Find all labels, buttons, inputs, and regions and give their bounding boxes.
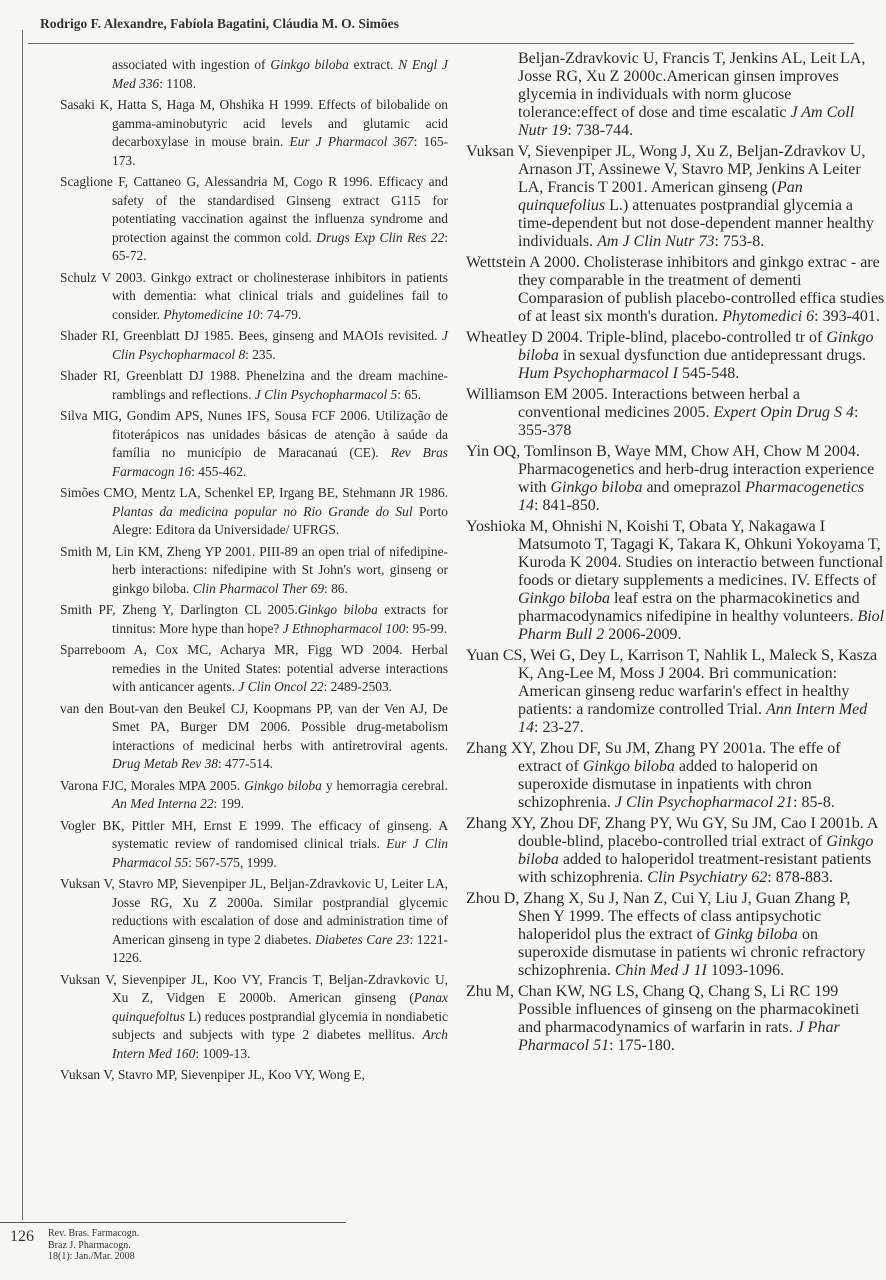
reference-text: : 23-27. bbox=[534, 719, 584, 736]
footer-rule bbox=[36, 1222, 346, 1223]
reference-text: : 199. bbox=[213, 796, 245, 811]
reference-text: Yoshioka M, Ohnishi N, Koishi T, Obata Y, Nakagawa I Matsumoto T, Tagagi K, Takara K, Ohkuni Yokoyama T, Kuroda K 2004. Studies on interactio between functional foods or dietary supplements a medicines. IV. Effects of bbox=[466, 518, 884, 589]
reference-text: : 95-99. bbox=[405, 620, 448, 636]
reference-text: : 2489-2503. bbox=[323, 679, 393, 694]
reference-text: leaf estra on the pharmacokinetics and pharmacodynamics nifedipine in healthy volunteers. bbox=[518, 590, 860, 625]
reference-text: Simões CMO, Mentz LA, Schenkel EP, Irgang BE, Stehmann JR 1986. bbox=[60, 485, 448, 500]
reference-text: Vogler BK, Pittler MH, Ernst E 1999. The efficacy of ginseng. A systematic review of randomised clinical trials. bbox=[60, 817, 448, 851]
journal-line: Braz J. Pharmacogn. bbox=[48, 1239, 131, 1251]
reference-entry bbox=[60, 641, 448, 697]
reference-text: Smith PF, Zheng Y, Darlington CL 2005. bbox=[60, 602, 298, 617]
reference-text: : 65. bbox=[397, 386, 422, 402]
reference-text: : 477-514. bbox=[217, 756, 274, 771]
reference-text: extract. bbox=[348, 57, 399, 72]
reference-text: Vuksan V, Sievenpiper JL, Wong J, Xu Z, Beljan-Zdravkov U, Arnason JT, Assinewe V, Stavro MP, Jenkins A Leiter LA, Francis T 2001. American ginseng ( bbox=[466, 143, 866, 196]
reference-text: and omeprazol bbox=[642, 479, 746, 496]
reference-text: Schulz V 2003. Ginkgo extract or cholinesterase inhibitors in patients with dementia: what clinical trials and guidelines fail to consider. bbox=[60, 269, 448, 322]
reference-text: Yuan CS, Wei G, Dey L, Karrison T, Nahlik L, Maleck S, Kasza K, Ang-Lee M, Moss J 2004. Bri communication: American ginseng reduc warfarin's effect in healthy patients: a randomize controlled Trial. bbox=[466, 647, 878, 718]
reference-italic-text: Chin Med J 1I bbox=[614, 962, 707, 979]
reference-entry bbox=[60, 543, 448, 599]
reference-entry bbox=[60, 1066, 448, 1085]
reference-text: added to haloperidol treatment-resistant patients with schizophrenia. bbox=[518, 851, 872, 886]
reference-italic-text: An Med Interna 22 bbox=[112, 796, 214, 811]
reference-entry bbox=[466, 386, 886, 440]
reference-text: Williamson EM 2005. Interactions between herbal a conventional medicines 2005. bbox=[466, 386, 800, 421]
reference-text: y hemorragia cerebral. bbox=[321, 777, 448, 793]
reference-entry bbox=[466, 254, 886, 326]
reference-entry bbox=[466, 815, 886, 887]
reference-text: Porto Alegre: Editora da Universidade/ UFRGS. bbox=[112, 503, 448, 537]
reference-text: : 235. bbox=[245, 346, 276, 362]
reference-text: : 455-462. bbox=[191, 463, 247, 479]
reference-entry bbox=[60, 875, 448, 968]
reference-text: : 753-8. bbox=[714, 233, 765, 250]
reference-italic-text: J Clin Psychopharmacol 5 bbox=[254, 386, 398, 402]
reference-text: in sexual dysfunction due antidepressant drugs. bbox=[558, 347, 866, 364]
reference-entry bbox=[60, 601, 448, 638]
reference-text: L.) attenuates postprandial glycemia a time-dependent but not dose-dependent manner healthy individuals. bbox=[518, 197, 874, 250]
reference-entry bbox=[60, 407, 448, 481]
reference-text: associated with ingestion of bbox=[112, 57, 271, 72]
reference-text: 1093-1096. bbox=[706, 962, 785, 979]
reference-italic-text: Drugs Exp Clin Res 22 bbox=[316, 229, 445, 245]
running-header: Rodrigo F. Alexandre, Fabíola Bagatini, Cláudia M. O. Simões bbox=[40, 16, 399, 31]
reference-column-left bbox=[60, 56, 448, 1088]
reference-text: : 74-79. bbox=[259, 306, 302, 322]
journal-line: Rev. Bras. Farmacogn. bbox=[48, 1228, 140, 1239]
reference-text: Zhang XY, Zhou DF, Su JM, Zhang PY 2001a. The effe of extract of bbox=[466, 740, 841, 775]
reference-italic-text: Phytomedicine 10 bbox=[163, 306, 260, 322]
reference-text: : 86. bbox=[324, 580, 348, 596]
reference-text: Sasaki K, Hatta S, Haga M, Ohshika H 1999. Effects of bilobalide on gamma-aminobutyric acid levels and glutamic acid decarboxylase in mouse brain. bbox=[60, 97, 448, 149]
reference-text: Zhu M, Chan KW, NG LS, Chang Q, Chang S, Li RC 199 Possible influences of ginseng on the pharmacokineti and pharmacodynamics of warfarin in rats. bbox=[466, 983, 860, 1036]
reference-italic-text: J Am Coll Nutr 19 bbox=[518, 104, 855, 139]
reference-entry bbox=[466, 143, 886, 251]
reference-text: van den Bout-van den Beukel CJ, Koopmans PP, van der Ven AJ, De Smet PA, Burger DM 2006. Possible drug-metabolism interactions of medicinal herbs with antiretroviral agents. bbox=[60, 700, 448, 753]
reference-text: : 165-173. bbox=[112, 134, 449, 168]
reference-italic-text: Hum Psychopharmacol I bbox=[518, 365, 678, 382]
reference-italic-text: J Clin Psychopharmacol 21 bbox=[614, 794, 794, 811]
reference-entry bbox=[466, 647, 886, 737]
reference-text: Smith M, Lin KM, Zheng YP 2001. PIII-89 an open trial of nifedipine-herb interactions: nifedipine with St John's wort, ginseng or ginkgo biloba. bbox=[60, 543, 448, 596]
reference-italic-text: Plantas da medicina popular no Rio Grande do Sul bbox=[112, 503, 413, 519]
reference-entry bbox=[60, 367, 448, 404]
reference-entry bbox=[466, 890, 886, 980]
reference-text: : 1009-13. bbox=[195, 1045, 251, 1061]
reference-italic-text: Eur J Clin Pharmacol 55 bbox=[112, 836, 448, 870]
reference-text: Vuksan V, Stavro MP, Sievenpiper JL, Koo VY, Wong E, bbox=[60, 1067, 365, 1082]
reference-entry bbox=[60, 327, 448, 364]
reference-italic-text: Expert Opin Drug S 4 bbox=[713, 404, 854, 421]
reference-italic-text: Ginkgo biloba bbox=[518, 329, 874, 364]
reference-text: Beljan-Zdravkovic U, Francis T, Jenkins AL, Leit LA, Josse RG, Xu Z 2000c.American ginsen improves glycemia in individuals with norm glucose tolerance:effect of dose and time escalatic bbox=[518, 50, 866, 121]
reference-text: Scaglione F, Cattaneo G, Alessandria M, Cogo R 1996. Efficacy and safety of the standardised Ginseng extract G115 for potentiating vaccination against the influenza syndrome and protection against the common cold. bbox=[60, 174, 448, 245]
reference-entry bbox=[60, 700, 448, 774]
reference-italic-text: Ann Intern Med 14 bbox=[518, 701, 868, 736]
reference-text: Yin OQ, Tomlinson B, Waye MM, Chow AH, Chow M 2004. Pharmacogenetics and herb-drug interaction experience with bbox=[466, 443, 875, 496]
reference-entry bbox=[60, 173, 448, 266]
reference-text: Vuksan V, Stavro MP, Sievenpiper JL, Beljan-Zdravkovic U, Leiter LA, Josse RG, Xu Z 2000a. Similar postprandial glycemic reductions with escalation of dose and administration time of American ginseng in type 2 diabetes. bbox=[60, 876, 448, 947]
reference-italic-text: Arch Intern Med 160 bbox=[112, 1027, 448, 1061]
reference-text: : 1221-1226. bbox=[112, 931, 448, 965]
reference-entry bbox=[60, 777, 448, 814]
reference-entry bbox=[60, 817, 448, 873]
reference-text: : 65-72. bbox=[112, 229, 449, 263]
reference-entry bbox=[60, 56, 448, 93]
reference-italic-text: J Ethnopharmacol 100 bbox=[282, 620, 406, 636]
reference-text: L) reduces postprandial glycemia in nondiabetic subjects and subjects with type 2 diabetes mellitus. bbox=[112, 1008, 448, 1042]
reference-text: 2006-2009. bbox=[604, 626, 682, 643]
page-number: 126 bbox=[10, 1228, 34, 1245]
reference-entry bbox=[60, 269, 448, 325]
reference-column-right bbox=[466, 50, 886, 1055]
reference-entry bbox=[466, 983, 886, 1055]
reference-entry bbox=[60, 484, 448, 540]
reference-italic-text: Clin Pharmacol Ther 69 bbox=[192, 580, 325, 596]
reference-italic-text: Ginkg biloba bbox=[713, 926, 798, 943]
reference-text: extracts for tinnitus: More hype than hope? bbox=[112, 602, 448, 636]
reference-text: : 567-575, 1999. bbox=[188, 854, 277, 870]
reference-italic-text: Panax quinquefoltus bbox=[112, 990, 448, 1024]
reference-text: : 738-744. bbox=[567, 122, 634, 139]
journal-citation bbox=[48, 1228, 139, 1263]
reference-text: Shader RI, Greenblatt DJ 1985. Bees, ginseng and MAOIs revisited. bbox=[60, 328, 443, 343]
reference-italic-text: Pharmacogenetics 14 bbox=[518, 479, 865, 514]
reference-text: 545-548. bbox=[677, 365, 740, 382]
header-rule bbox=[28, 43, 854, 44]
margin-rule bbox=[22, 30, 23, 1220]
reference-text: Wettstein A 2000. Cholisterase inhibitors and ginkgo extrac - are they comparable in the treatment of dementi Comparasion of publish placebo-controlled effica studies of at least six month's duration. bbox=[466, 254, 885, 325]
reference-entry bbox=[60, 971, 448, 1064]
reference-text: : 393-401. bbox=[814, 308, 880, 325]
reference-text: on superoxide dismutase in patients wi chronic refractory schizophrenia. bbox=[518, 926, 866, 979]
reference-italic-text: Diabetes Care 23 bbox=[315, 931, 410, 947]
reference-italic-text: Biol Pharm Bull 2 bbox=[518, 608, 885, 643]
reference-text: : 1108. bbox=[159, 75, 196, 91]
reference-italic-text: Eur J Pharmacol 367 bbox=[289, 134, 414, 149]
reference-text: : 175-180. bbox=[609, 1037, 675, 1054]
reference-entry bbox=[466, 740, 886, 812]
reference-italic-text: Ginkgo biloba bbox=[244, 777, 322, 793]
reference-italic-text: Clin Psychiatry 62 bbox=[647, 869, 768, 886]
reference-text: Vuksan V, Sievenpiper JL, Koo VY, Francis T, Beljan-Zdravkovic U, Xu Z, Vidgen E 2000b. American ginseng ( bbox=[60, 971, 448, 1005]
reference-text: : 85-8. bbox=[793, 794, 835, 811]
reference-text: : 841-850. bbox=[534, 497, 600, 514]
reference-entry bbox=[60, 96, 448, 170]
reference-text: Zhou D, Zhang X, Su J, Nan Z, Cui Y, Liu J, Guan Zhang P, Shen Y 1999. The effects of class antipsychotic haloperidol plus the extract of bbox=[466, 890, 851, 943]
reference-italic-text: J Clin Psychopharmacol 8 bbox=[112, 328, 448, 362]
reference-text: Zhang XY, Zhou DF, Zhang PY, Wu GY, Su JM, Cao I 2001b. A double-blind, placebo-controlled trial extract of bbox=[466, 815, 878, 850]
reference-column-right-clip bbox=[466, 50, 885, 1210]
reference-italic-text: Am J Clin Nutr 73 bbox=[597, 233, 715, 250]
reference-italic-text: Ginkgo biloba bbox=[582, 758, 675, 775]
reference-text: Silva MIG, Gondim APS, Nunes IFS, Sousa FCF 2006. Utilização de fitoterápicos nas unidades básicas de atenção à saúde da família no município de Maracanaú (CE). bbox=[60, 408, 448, 460]
journal-line: 18(1): Jan./Mar. 2008 bbox=[48, 1251, 135, 1262]
reference-italic-text: N Engl J Med 336 bbox=[112, 57, 448, 91]
reference-text: Wheatley D 2004. Triple-blind, placebo-controlled tr of bbox=[466, 329, 827, 346]
reference-text: : 355-378 bbox=[518, 404, 859, 439]
reference-italic-text: Ginkgo biloba bbox=[518, 590, 610, 607]
reference-italic-text: Phytomedici 6 bbox=[722, 308, 815, 325]
reference-entry bbox=[466, 443, 886, 515]
reference-text: added to haloperid on superoxide dismutase in inpatients with chron schizophrenia. bbox=[518, 758, 818, 811]
reference-italic-text: Ginkgo biloba bbox=[550, 479, 643, 496]
reference-italic-text: Rev Bras Farmacogn 16 bbox=[112, 445, 448, 479]
reference-italic-text: Ginkgo biloba bbox=[297, 602, 378, 617]
reference-entry bbox=[466, 518, 886, 644]
reference-italic-text: J Phar Pharmacol 51 bbox=[518, 1019, 840, 1054]
reference-text: Shader RI, Greenblatt DJ 1988. Phenelzina and the dream machine-ramblings and reflections. bbox=[60, 368, 448, 402]
reference-text: : 878-883. bbox=[767, 869, 834, 886]
reference-text: Sparreboom A, Cox MC, Acharya MR, Figg WD 2004. Herbal remedies in the United States: potential adverse interactions with anticancer agents. bbox=[60, 642, 448, 694]
reference-entry bbox=[466, 329, 886, 383]
reference-italic-text: Ginkgo biloba bbox=[518, 833, 874, 868]
reference-italic-text: Drug Metab Rev 38 bbox=[112, 756, 218, 771]
reference-entry bbox=[466, 50, 886, 140]
reference-italic-text: Ginkgo biloba bbox=[270, 57, 349, 72]
reference-text: Varona FJC, Morales MPA 2005. bbox=[60, 777, 245, 793]
footer-rule-left bbox=[0, 1222, 36, 1223]
reference-italic-text: J Clin Oncol 22 bbox=[238, 679, 324, 694]
reference-italic-text: Pan quinquefolius bbox=[518, 179, 803, 214]
